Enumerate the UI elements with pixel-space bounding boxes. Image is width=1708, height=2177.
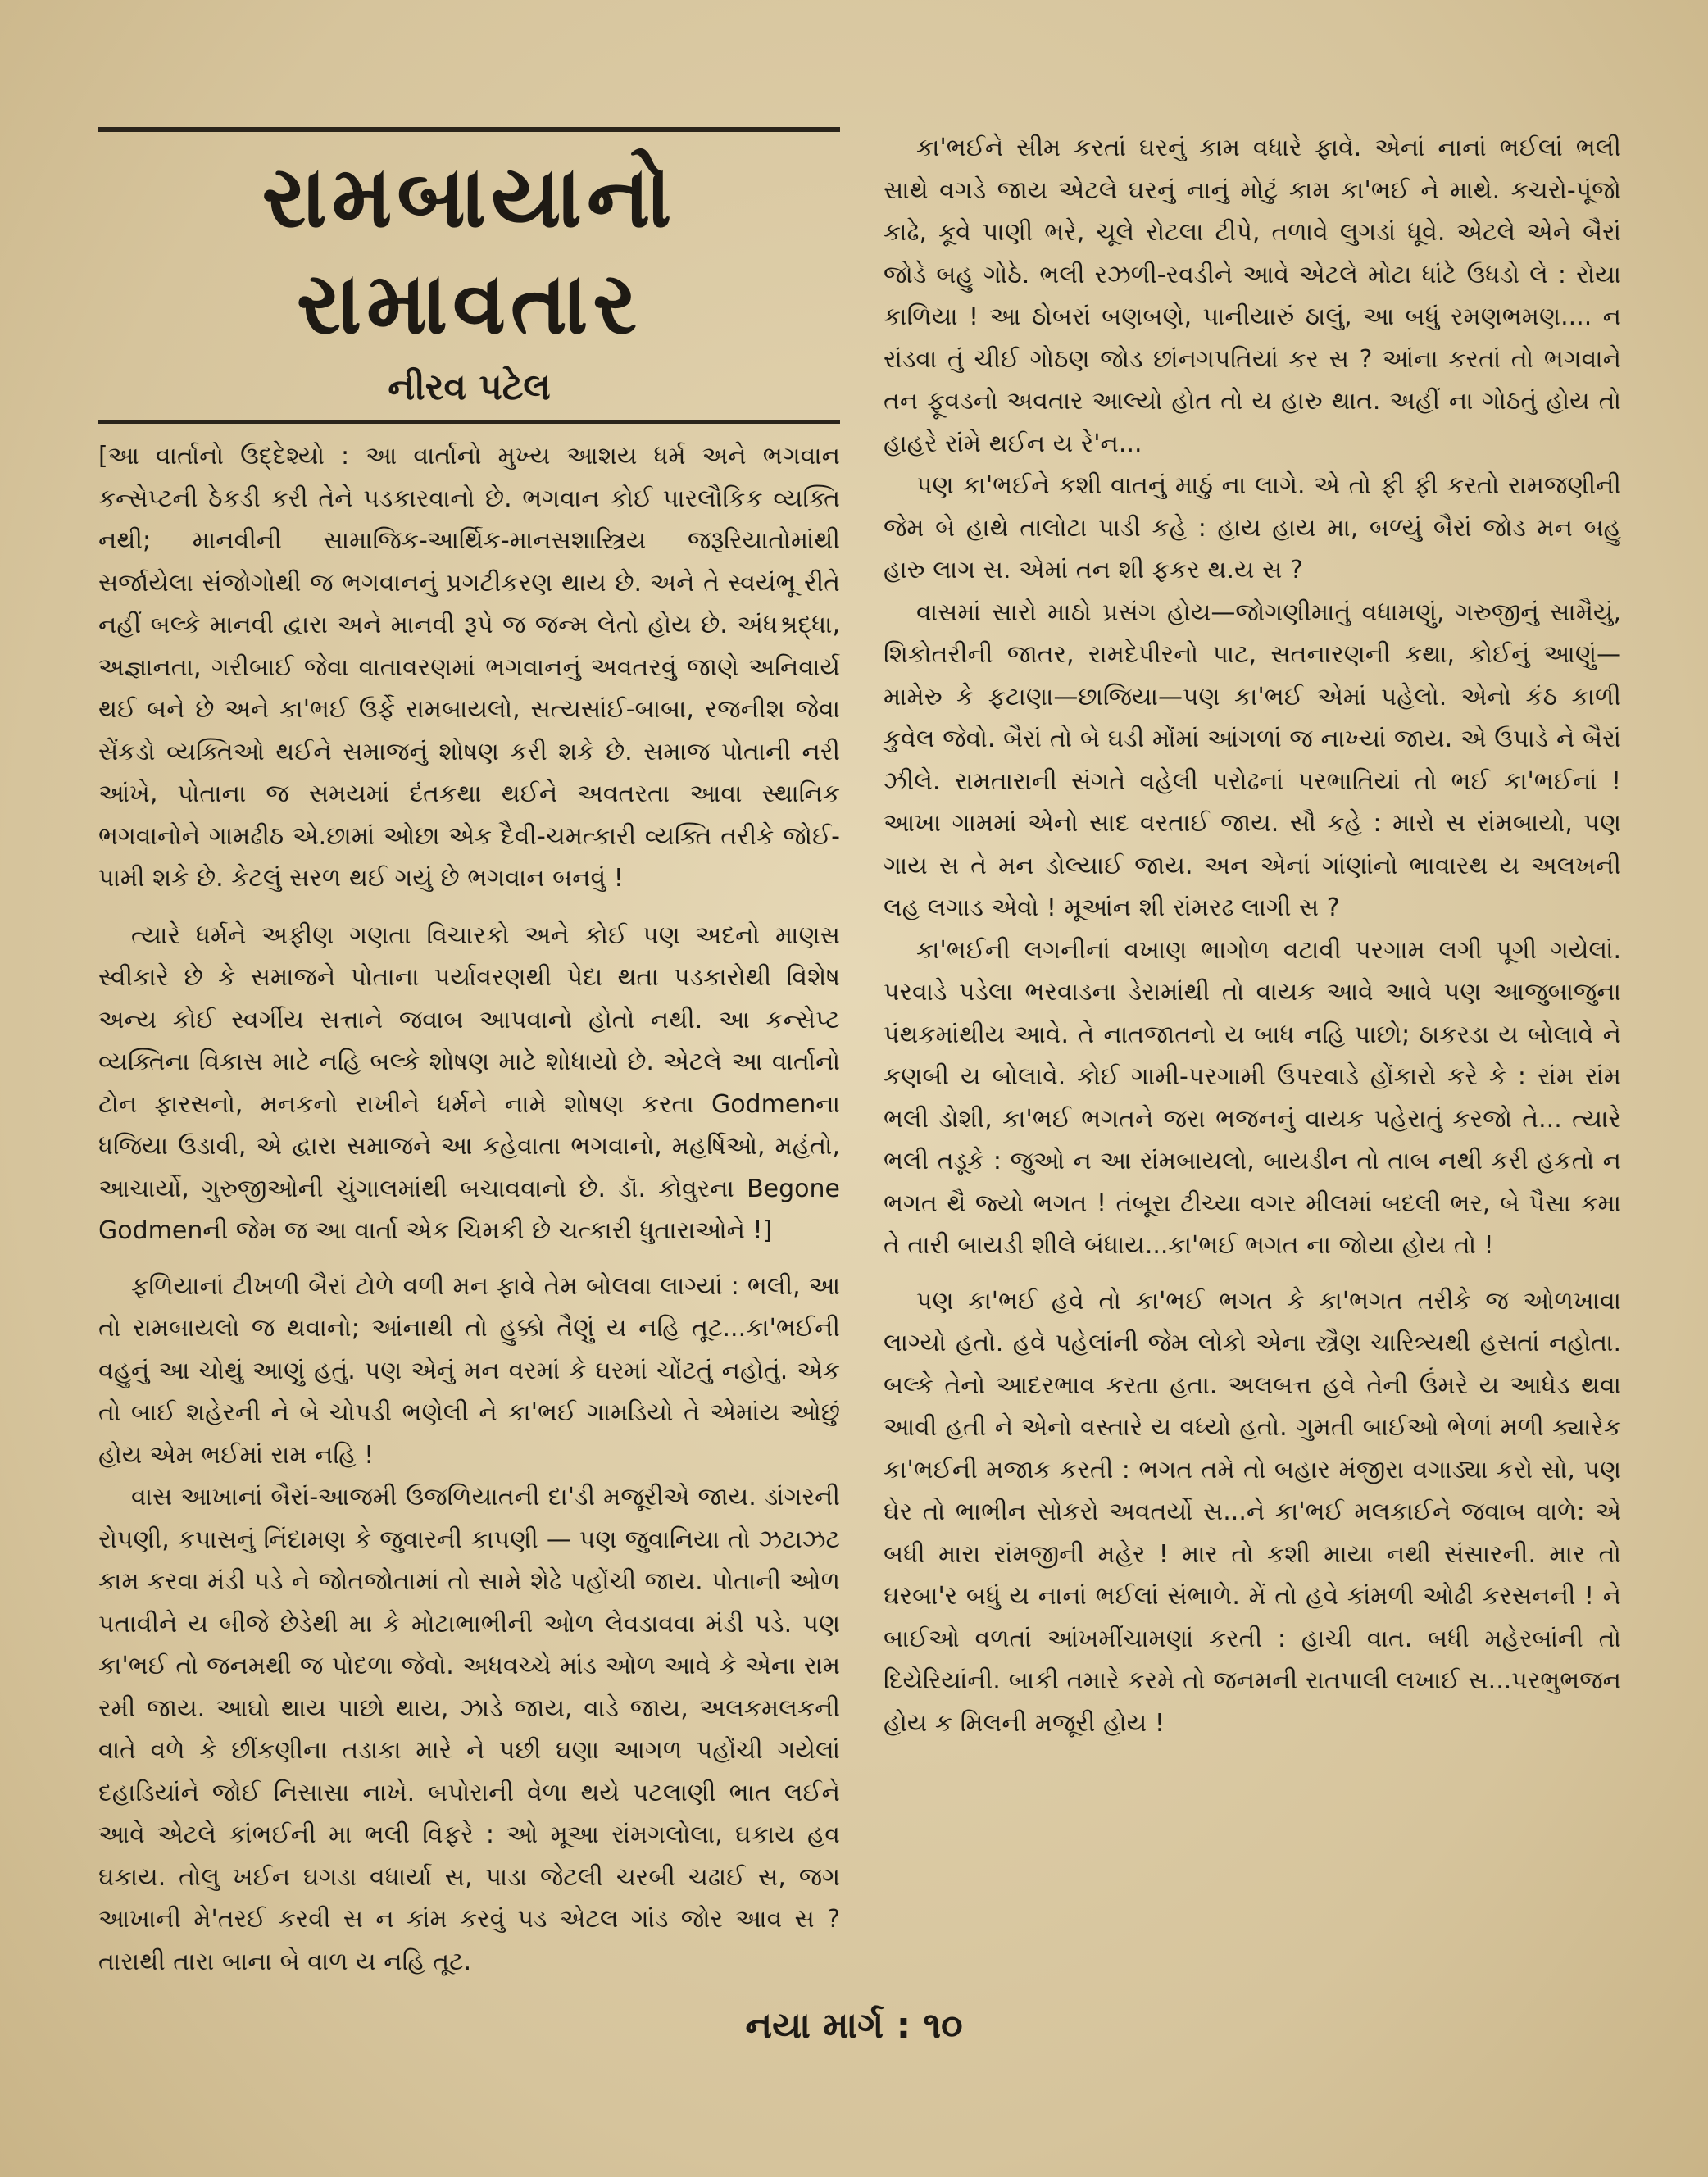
left-column — [98, 127, 840, 1983]
page-footer: નયા માર્ગ : ૧૦ — [745, 2005, 963, 2047]
intro-paragraph: [આ વાર્તાનો ઉદ્દેશ્યો : આ વાર્તાનો મુખ્ય આશય ધર્મ અને ભગવાન કન્સેપ્ટની ઠેકડી કરી તેને પડકારવાનો છે. ભગવાન કોઈ પારલૌકિક વ્યક્તિ નથી; માનવીની સામાજિક-આર્થિક-માનસશાસ્ત્રિય જરૂરિયાતોમાંથી સર્જાયેલા સંજોગોથી જ ભગવાનનું પ્રગટીકરણ થાય છે. અને તે સ્વયંભૂ રીતે નહીં બલ્કે માનવી દ્વારા અને માનવી રૂપે જ જન્મ લેતો હોય છે. અંધશ્રદ્ધા, અજ્ઞાનતા, ગરીબાઈ જેવા વાતાવરણમાં ભગવાનનું અવતરવું જાણે અનિવાર્ય થઈ બને છે અને કા'ભઈ ઉર્ફે રામબાયલો, સત્યસાંઈ-બાબા, રજનીશ જેવા સેંકડો વ્યક્તિઓ થઈને સમાજનું શોષણ કરી શકે છે. સમાજ પોતાની નરી આંખે, પોતાના જ સમયમાં દંતકથા થઈને અવતરતા આવા સ્થાનિક ભગવાનોને ગામઢીઠ એ.છામાં ઓછા એક દૈવી-ચમત્કારી વ્યક્તિ તરીકે જોઈ-પામી શકે છે. કેટલું સરળ થઈ ગયું છે ભગવાન બનવું ! — [98, 442, 840, 893]
body-paragraph: ફળિયાનાં ટીખળી બૈરાં ટોળે વળી મન ફાવે તેમ બોલવા લાગ્યાં : ભલી, આ તો રામબાયલો જ થવાનો; આંનાથી તો હુક્કો તૈણું ય નહિ તૂટ...કા'ભઈની વહુનું આ ચોથું આણું હતું. પણ એનું મન વરમાં કે ઘરમાં ચોંટતું નહોતું. એક તો બાઈ શહેરની ને બે ચોપડી ભણેલી ને કા'ભઈ ગામડિયો તે એમાંય ઓછું હોય એમ ભઈમાં રામ નહિ ! — [98, 1271, 840, 1470]
body-paragraph: કા'ભઈની લગનીનાં વખાણ ભાગોળ વટાવી પરગામ લગી પૂગી ગયેલાં. પરવાડે પડેલા ભરવાડના ડેરામાંથી તો વાયક આવે આવે પણ આજુબાજુના પંથકમાંથીય આવે. તે નાતજાતનો ય બાધ નહિ પાછો; ઠાકરડા ય બોલાવે ને કણબી ય બોલાવે. કોઈ ગામી-પરગામી ઉપરવાડે હોંકારો કરે કે : રાંમ રાંમ ભલી ડોશી, કા'ભઈ ભગતને જરા ભજનનું વાયક પહેરાતું કરજો તે... ત્યારે ભલી તડૂકે : જુઓ ન આ રાંમબાયલો, બાયડીન તો તાબ નથી કરી હકતો ન ભગત થૈ જ્યો ભગત ! તંબૂરા ટીચ્યા વગર મીલમાં બદલી ભર, બે પૈસા કમા તે તારી બાયડી શીલે બંધાય...કા'ભઈ ભગત ના જોયા હોય તો ! — [884, 935, 1621, 1260]
title-bottom-rule — [98, 420, 840, 424]
body-paragraph: વાસમાં સારો માઠો પ્રસંગ હોય—જોગણીમાતું વધામણું, ગરુજીનું સામૈયું, શિકોતરીની જાતર, રામદેપીરનો પાટ, સતનારણની કથા, કોઈનું આણું—મામેરુ કે ફટાણા—છાજિયા—પણ કા'ભઈ એમાં પહેલો. એનો કંઠ કાળી કુવેલ જેવો. બૈરાં તો બે ઘડી મોંમાં આંગળાં જ નાખ્યાં જાય. એ ઉપાડે ને બૈરાં ઝીલે. રામતારાની સંગતે વહેલી પરોઢનાં પરભાતિયાં તો ભઈ કા'ભઈનાં ! આખા ગામમાં એનો સાદ વરતાઈ જાય. સૌ કહે : મારો સ રાંમબાયો, પણ ગાય સ તે મન ડોલ્યાઈ જાય. અન એનાં ગાંણાંનો ભાવારથ ય અલખની લહ લગાડ એવો ! મૂઆંન શી રાંમરઢ લાગી સ ? — [884, 598, 1621, 922]
article-author: નીરવ પટેલ — [388, 366, 551, 408]
body-paragraph: પણ કા'ભઈને કશી વાતનું માઠું ના લાગે. એ તો ફી ફી કરતો રામજણીની જેમ બે હાથે તાલોટા પાડી કહે : હાય હાય મા, બળ્યું બૈરાં જોડ મન બહુ હારુ લાગ સ. એમાં તન શી ફકર થ.ય સ ? — [884, 471, 1621, 584]
body-paragraph: વાસ આખાનાં બૈરાં-આજમી ઉજળિયાતની દા'ડી મજૂરીએ જાય. ડાંગરની રોપણી, કપાસનું નિંદામણ કે જુવારની કાપણી — પણ જુવાનિયા તો ઝટાઝટ કામ કરવા મંડી પડે ને જોતજોતામાં તો સામે શેઢે પહોંચી જાય. પોતાની ઓળ પતાવીને ય બીજે છેડેથી મા કે મોટાભાભીની ઓળ લેવડાવવા મંડી પડે. પણ કા'ભઈ તો જનમથી જ પોદળા જેવો. અધવચ્ચે માંડ ઓળ આવે કે એના રામ રમી જાય. આઘો થાય પાછો થાય, ઝાડે જાય, વાડે જાય, અલકમલકની વાતે વળે કે છીંકણીના તડાકા મારે ને પછી ઘણા આગળ પહોંચી ગયેલાં દહાડિયાંને જોઈ નિસાસા નાખે. બપોરાની વેળા થયે પટલાણી ભાત લઈને આવે એટલે કાંભઈની મા ભલી વિફરે : ઓ મૂઆ રાંમગલોલા, ઘકાય હવ ઘકાય. તોલુ ખઈન ઘગડા વધાર્યા સ, પાડા જેટલી ચરબી ચઢાઈ સ, જગ આખાની મે'તરઈ કરવી સ ન કાંમ કરવું પડ એટલ ગાંડ જોર આવ સ ? તારાથી તારા બાના બે વાળ ય નહિ તૂટ. — [98, 1483, 840, 1976]
intro-paragraph-2: ત્યારે ધર્મને અફીણ ગણતા વિચારકો અને કોઈ પણ અદનો માણસ સ્વીકારે છે કે સમાજને પોતાના પર્યાવરણથી પેદા થતા પડકારોથી વિશેષ અન્ય કોઈ સ્વર્ગીય સત્તાને જવાબ આપવાનો હોતો નથી. આ કન્સેપ્ટ વ્યક્તિના વિકાસ માટે નહિ બલ્કે શોષણ માટે શોધાયો છે. એટલે આ વાર્તાનો ટોન ફારસનો, મનકનો રાખીને ધર્મને નામે શોષણ કરતા Godmenના ધજિયા ઉડાવી, એ દ્વારા સમાજને આ કહેવાતા ભગવાનો, મહર્ષિઓ, મહંતો, આચાર્યો, ગુરુજીઓની ચુંગાલમાંથી બચાવવાનો છે. ડૉ. કોવુરના Begone Godmenની જેમ જ આ વાર્તા એક ચિમકી છે ચત્કારી ધુતારાઓને !] — [98, 920, 840, 1245]
article-title: રામબાયાનો રામાવતાર — [261, 146, 677, 353]
body-paragraph: કા'ભઈને સીમ કરતાં ઘરનું કામ વધારે ફાવે. એનાં નાનાં ભઈલાં ભલી સાથે વગડે જાય એટલે ઘરનું નાનું મોટું કામ કા'ભઈ ને માથે. કચરો-પૂંજો કાઢે, કૂવે પાણી ભરે, ચૂલે રોટલા ટીપે, તળાવે લુગડાં ધૂવે. એટલે એને બૈરાં જોડે બહુ ગોઠે. ભલી રઝળી-રવડીને આવે એટલે મોટા ધાંટે ઉધડો લે : રોયા કાળિયા ! આ ઠોબરાં બણબણે, પાનીયારું ઠાલું, આ બધું રમણભમણ.... ન રાંડવા તું ચીઈ ગોઠણ જોડ છાંનગપતિયાં કર સ ? આંના કરતાં તો ભગવાને તન ફૂવડનો અવતાર આલ્યો હોત તો ય હારુ થાત. અહીં ના ગોઠતું હોય તો હાહરે રાંમે થઈન ય રે'ન... — [884, 134, 1621, 458]
body-paragraph: પણ કા'ભઈ હવે તો કા'ભઈ ભગત કે કા'ભગત તરીકે જ ઓળખાવા લાગ્યો હતો. હવે પહેલાંની જેમ લોકો એના સ્ત્રૈણ ચારિત્ર્યથી હસતાં નહોતા. બલ્કે તેનો આદરભાવ કરતા હતા. અલબત્ત હવે તેની ઉંમરે ય આધેડ થવા આવી હતી ને એનો વસ્તારે ય વધ્યો હતો. ગુમતી બાઈઓ ભેળાં મળી ક્યારેક કા'ભઈની મજાક કરતી : ભગત તમે તો બહાર મંજીરા વગાડ્યા કરો સો, પણ ઘેર તો ભાભીન સોકરો અવતર્યો સ...ને કા'ભઈ મલકાઈને જવાબ વાળે: એ બધી મારા રાંમજીની મહેર ! માર તો કશી માયા નથી સંસારની. માર તો ઘરબા'ર બધું ય નાનાં ભઈલાં સંભાળે. મેં તો હવે કાંમળી ઓઢી કરસનની ! ને બાઈઓ વળતાં આંખમીંચામણાં કરતી : હાચી વાત. બધી મહેરબાંની તો દિયેરિયાંની. બાકી તમારે કરમે તો જનમની રાતપાલી લખાઈ સ...પરભુભજન હોય ક મિલની મજૂરી હોય ! — [884, 1286, 1621, 1738]
right-column — [884, 127, 1621, 1744]
title-top-rule — [98, 127, 840, 132]
